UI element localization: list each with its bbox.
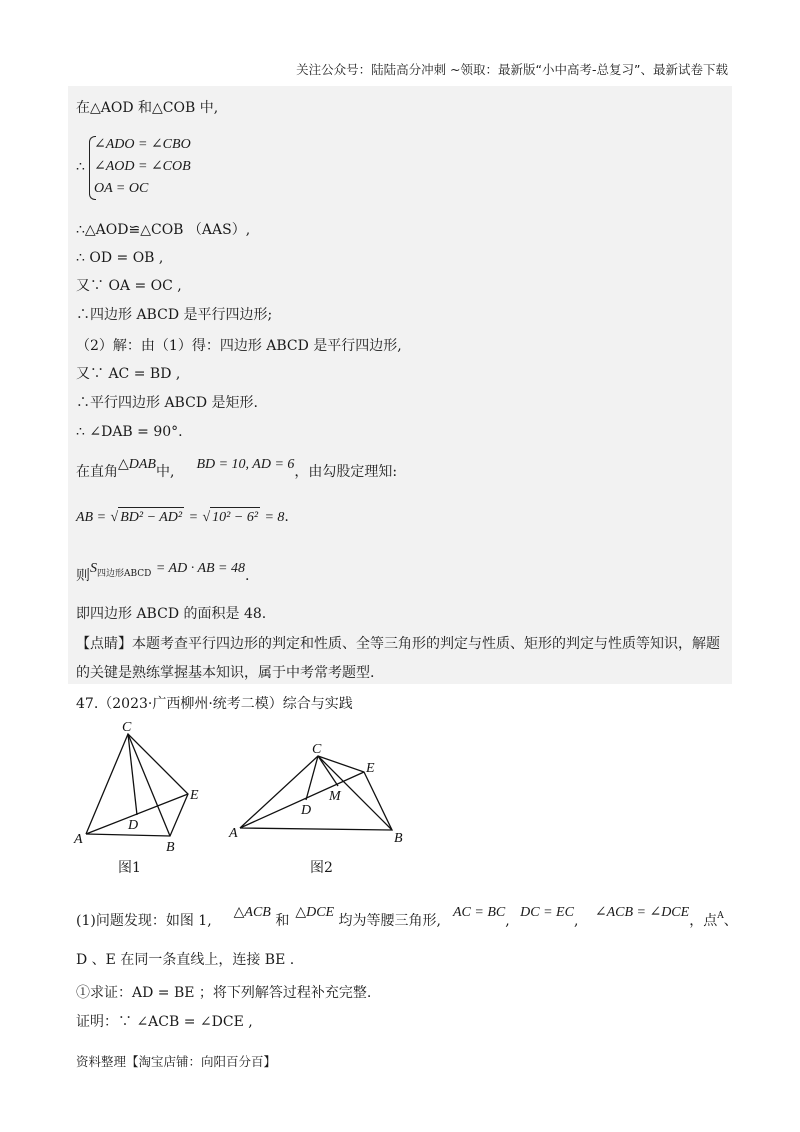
ab-eq: AB = <box>76 510 107 525</box>
q1-intro: (1)问题发现：如图 1, <box>76 913 212 929</box>
pythagoras-text: ，由勾股定理知: <box>294 464 398 480</box>
q1-angle-eq: ∠ACB = ∠DCE <box>594 905 690 920</box>
q1-point-a: A <box>717 911 724 921</box>
fig1-label-b: B <box>166 840 175 855</box>
fig2-label-c: C <box>312 742 322 757</box>
middle-text: 中, <box>155 464 175 480</box>
fig1-label-d: D <box>128 818 139 833</box>
solution-line-1: 在△AOD 和△COB 中, <box>76 100 219 116</box>
page-footer: 资料整理【淘宝店铺：向阳百分百】 <box>76 1054 277 1069</box>
question-line-4: 证明：∵ ∠ACB = ∠DCE , <box>76 1014 253 1030</box>
question-line-1 <box>76 906 738 932</box>
page-header: 关注公众号：陆陆高分冲刺 ~领取：最新版“小中高考-总复习”、最新试卷下载 <box>296 62 728 77</box>
fig1-label-c: C <box>122 720 132 735</box>
fig2-label-m: M <box>329 789 341 804</box>
figure-1-caption: 图1 <box>118 860 141 876</box>
q1-isosceles: 均为等腰三角形, <box>338 913 441 929</box>
system-eq-1: ∠ADO = ∠CBO <box>94 137 191 152</box>
therefore-symbol: ∴ <box>76 159 85 175</box>
given-lengths: BD = 10, AD = 6 <box>196 457 295 472</box>
solution-line-6: （2）解：由（1）得：四边形 ABCD 是平行四边形, <box>76 338 402 354</box>
q1-and: 和 <box>275 913 290 929</box>
area-symbol: S <box>90 561 97 576</box>
area-subscript: 四边形ABCD <box>97 569 152 579</box>
fig2-label-a: A <box>229 826 238 841</box>
q1-point: ，点 <box>689 913 718 929</box>
solution-line-9: ∴ ∠DAB = 90°. <box>76 424 183 440</box>
fig2-line-ae <box>240 772 364 828</box>
problem-title: 47.（2023·广西柳州·统考二模）综合与实践 <box>76 696 353 712</box>
solution-line-2: ∴△AOD≌△COB （AAS）, <box>76 222 251 238</box>
eq-sign: = <box>188 510 199 525</box>
dianjing-line-2: 的关键是熟练掌握基本知识，属于中考常考题型. <box>76 665 375 681</box>
result-8: = 8 <box>264 510 285 525</box>
figure-2-caption: 图2 <box>310 860 333 876</box>
fig2-label-e: E <box>366 761 375 776</box>
sqrt-expr-1: BD² − AD² <box>118 507 184 528</box>
solution-line-3: ∴ OD = OB , <box>76 250 164 266</box>
q1-comma-2: , <box>573 913 579 929</box>
right-triangle-label: 在直角 <box>76 464 118 480</box>
triangle-acb: △ACB <box>233 905 271 920</box>
area-eq: = AD · AB = 48 <box>155 561 245 576</box>
solution-line-11: AB = √ BD² − AD² = √ 10² − 6² = 8. <box>76 507 289 528</box>
q1-dc-ec: DC = EC <box>520 905 574 920</box>
solution-line-8: ∴平行四边形 ABCD 是矩形. <box>76 395 258 411</box>
system-eq-3: OA = OC <box>94 181 149 196</box>
then-text: 则 <box>76 568 90 584</box>
dianjing-line-1: 【点睛】本题考查平行四边形的判定和性质、全等三角形的判定与性质、矩形的判定与性质等知识，解题 <box>76 636 720 652</box>
solution-line-5: ∴四边形 ABCD 是平行四边形; <box>76 307 273 323</box>
fig2-label-b: B <box>394 831 403 846</box>
solution-line-12: 则$S_{四边形ABCD}$ = AD · AB = 48. <box>76 561 250 584</box>
question-line-2: D 、E 在同一条直线上，连接 BE . <box>76 952 295 968</box>
fig1-label-a: A <box>74 832 83 847</box>
fig2-label-d: D <box>301 803 312 818</box>
solution-line-13: 即四边形 ABCD 的面积是 48. <box>76 606 267 622</box>
q1-sep: 、 <box>723 913 738 929</box>
q1-comma-1: , <box>505 913 510 929</box>
sqrt-expr-2: 10² − 6² <box>210 507 260 528</box>
solution-line-4: 又∵ OA = OC , <box>76 278 182 294</box>
triangle-dab: △DAB <box>118 457 156 472</box>
fig1-label-e: E <box>190 788 199 803</box>
system-eq-2: ∠AOD = ∠COB <box>94 159 191 174</box>
triangle-dce: △DCE <box>295 905 335 920</box>
q1-ac-bc: AC = BC <box>453 905 506 920</box>
fig2-line-cm <box>318 756 338 786</box>
solution-line-7: 又∵ AC = BD , <box>76 366 181 382</box>
question-line-3: ①求证：AD = BE ；将下列解答过程补充完整. <box>76 985 372 1001</box>
